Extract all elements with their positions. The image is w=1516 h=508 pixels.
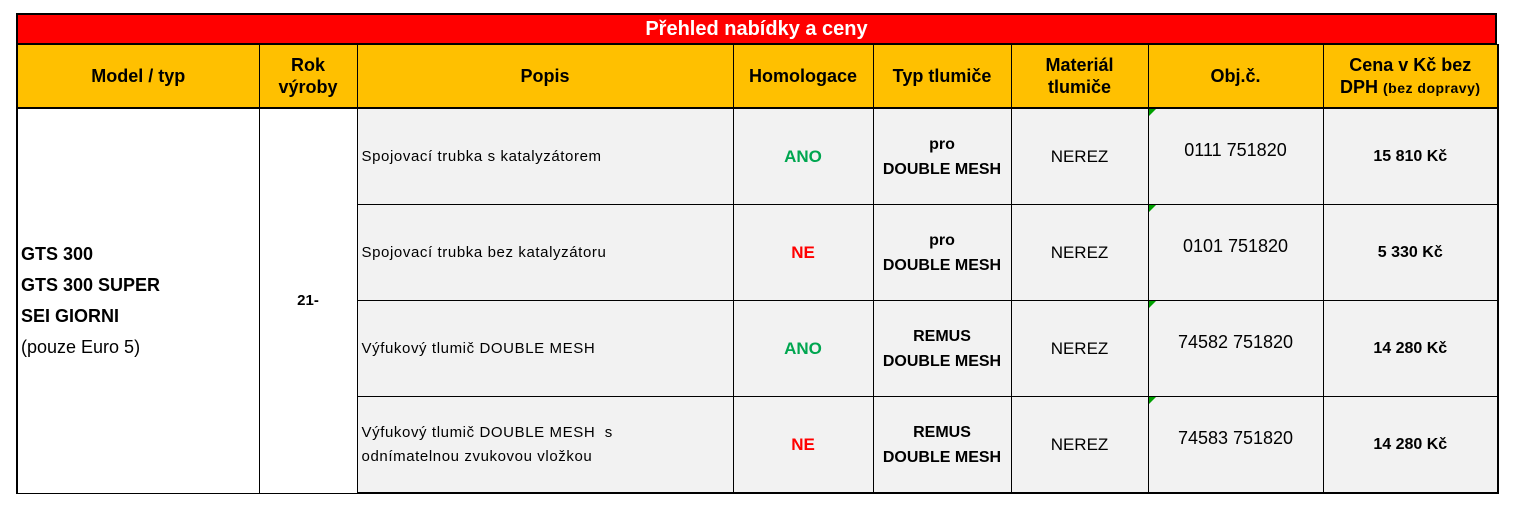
offer-table <box>16 44 1499 494</box>
comment-flag-icon <box>1149 301 1156 308</box>
description-cell <box>357 397 733 494</box>
material-value: NEREZ <box>1050 434 1109 454</box>
price-value: 5 330 Kč <box>1377 243 1443 261</box>
material-value: NEREZ <box>1050 338 1109 358</box>
muffler-type-line-1: REMUS <box>913 327 971 345</box>
description-line-1: Spojovací trubka s katalyzátorem <box>361 147 602 165</box>
homologation-cell <box>733 108 873 205</box>
table-row <box>17 108 1498 205</box>
table-title-text: Přehled nabídky a ceny <box>645 17 868 40</box>
material-cell <box>1011 205 1148 301</box>
muffler-type-cell <box>873 108 1011 205</box>
muffler-type-line-2: DOUBLE MESH <box>882 448 1002 466</box>
order-no-value: 0101 751820 <box>1182 236 1289 256</box>
material-cell <box>1011 301 1148 397</box>
homologation-value: ANO <box>784 338 822 358</box>
muffler-type-cell <box>873 397 1011 494</box>
header-homologation <box>733 45 873 109</box>
header-year <box>259 45 357 109</box>
header-year-label-1: Rok <box>290 55 325 75</box>
homologation-value: NE <box>791 434 815 454</box>
header-year-label-2: výroby <box>278 77 338 97</box>
muffler-type-line-2: DOUBLE MESH <box>882 256 1002 274</box>
price-cell <box>1323 108 1498 205</box>
material-cell <box>1011 108 1148 205</box>
homologation-value: ANO <box>784 146 822 166</box>
description-cell <box>357 108 733 205</box>
material-cell <box>1011 397 1148 494</box>
header-material-label-2: tlumiče <box>1047 77 1112 97</box>
comment-flag-icon <box>1149 109 1156 116</box>
year-value: 21- <box>297 292 319 310</box>
material-value: NEREZ <box>1050 146 1109 166</box>
header-description <box>357 45 733 109</box>
order-no-cell[interactable] <box>1148 301 1323 397</box>
muffler-type-line-2: DOUBLE MESH <box>882 352 1002 370</box>
price-value: 15 810 Kč <box>1373 147 1448 165</box>
offer-sheet <box>16 13 1497 491</box>
description-line-1: Spojovací trubka bez katalyzátoru <box>361 243 607 261</box>
header-description-label: Popis <box>520 66 570 86</box>
homologation-value: NE <box>791 242 815 262</box>
header-row <box>17 45 1498 109</box>
muffler-type-line-1: REMUS <box>913 423 971 441</box>
model-line-1: GTS 300 <box>21 243 94 264</box>
order-no-cell[interactable] <box>1148 397 1323 494</box>
price-value: 14 280 Kč <box>1373 435 1448 453</box>
homologation-cell <box>733 205 873 301</box>
table-title <box>16 13 1497 44</box>
header-material <box>1011 45 1148 109</box>
header-price-label-2: DPH <box>1339 76 1378 97</box>
muffler-type-cell <box>873 205 1011 301</box>
header-price-label-3: (bez dopravy) <box>1383 79 1481 96</box>
comment-flag-icon <box>1149 205 1156 212</box>
price-cell <box>1323 205 1498 301</box>
order-no-value: 74583 751820 <box>1177 428 1294 448</box>
muffler-type-line-1: pro <box>929 231 955 249</box>
order-no-value: 0111 751820 <box>1184 140 1287 160</box>
price-value: 14 280 Kč <box>1373 339 1448 357</box>
model-line-2: GTS 300 SUPER <box>21 274 161 295</box>
description-cell <box>357 205 733 301</box>
muffler-type-line-1: pro <box>929 135 955 153</box>
header-material-label-1: Materiál <box>1045 55 1114 75</box>
header-model-label: Model / typ <box>91 66 186 86</box>
muffler-type-cell <box>873 301 1011 397</box>
description-line-1: Výfukový tlumič DOUBLE MESH <box>361 339 596 357</box>
comment-flag-icon <box>1149 397 1156 404</box>
header-homologation-label: Homologace <box>748 66 858 86</box>
header-order-no-label: Obj.č. <box>1210 66 1261 86</box>
header-muffler-type-label: Typ tlumiče <box>892 66 992 86</box>
description-line-2: odnímatelnou zvukovou vložkou <box>361 447 593 465</box>
price-cell <box>1323 301 1498 397</box>
homologation-cell <box>733 397 873 494</box>
price-cell <box>1323 397 1498 494</box>
muffler-type-line-2: DOUBLE MESH <box>882 160 1002 178</box>
description-line-1: Výfukový tlumič DOUBLE MESH s <box>361 423 613 441</box>
order-no-value: 74582 751820 <box>1177 332 1294 352</box>
order-no-cell[interactable] <box>1148 108 1323 205</box>
material-value: NEREZ <box>1050 242 1109 262</box>
header-model <box>17 45 259 109</box>
homologation-cell <box>733 301 873 397</box>
model-line-3: SEI GIORNI <box>21 305 120 326</box>
header-price-label-1: Cena v Kč bez <box>1349 54 1472 75</box>
order-no-cell[interactable] <box>1148 205 1323 301</box>
header-muffler-type <box>873 45 1011 109</box>
model-cell <box>17 108 259 493</box>
header-price <box>1323 45 1498 109</box>
description-cell <box>357 301 733 397</box>
model-line-4: (pouze Euro 5) <box>21 336 141 357</box>
year-cell <box>259 108 357 493</box>
header-order-no <box>1148 45 1323 109</box>
